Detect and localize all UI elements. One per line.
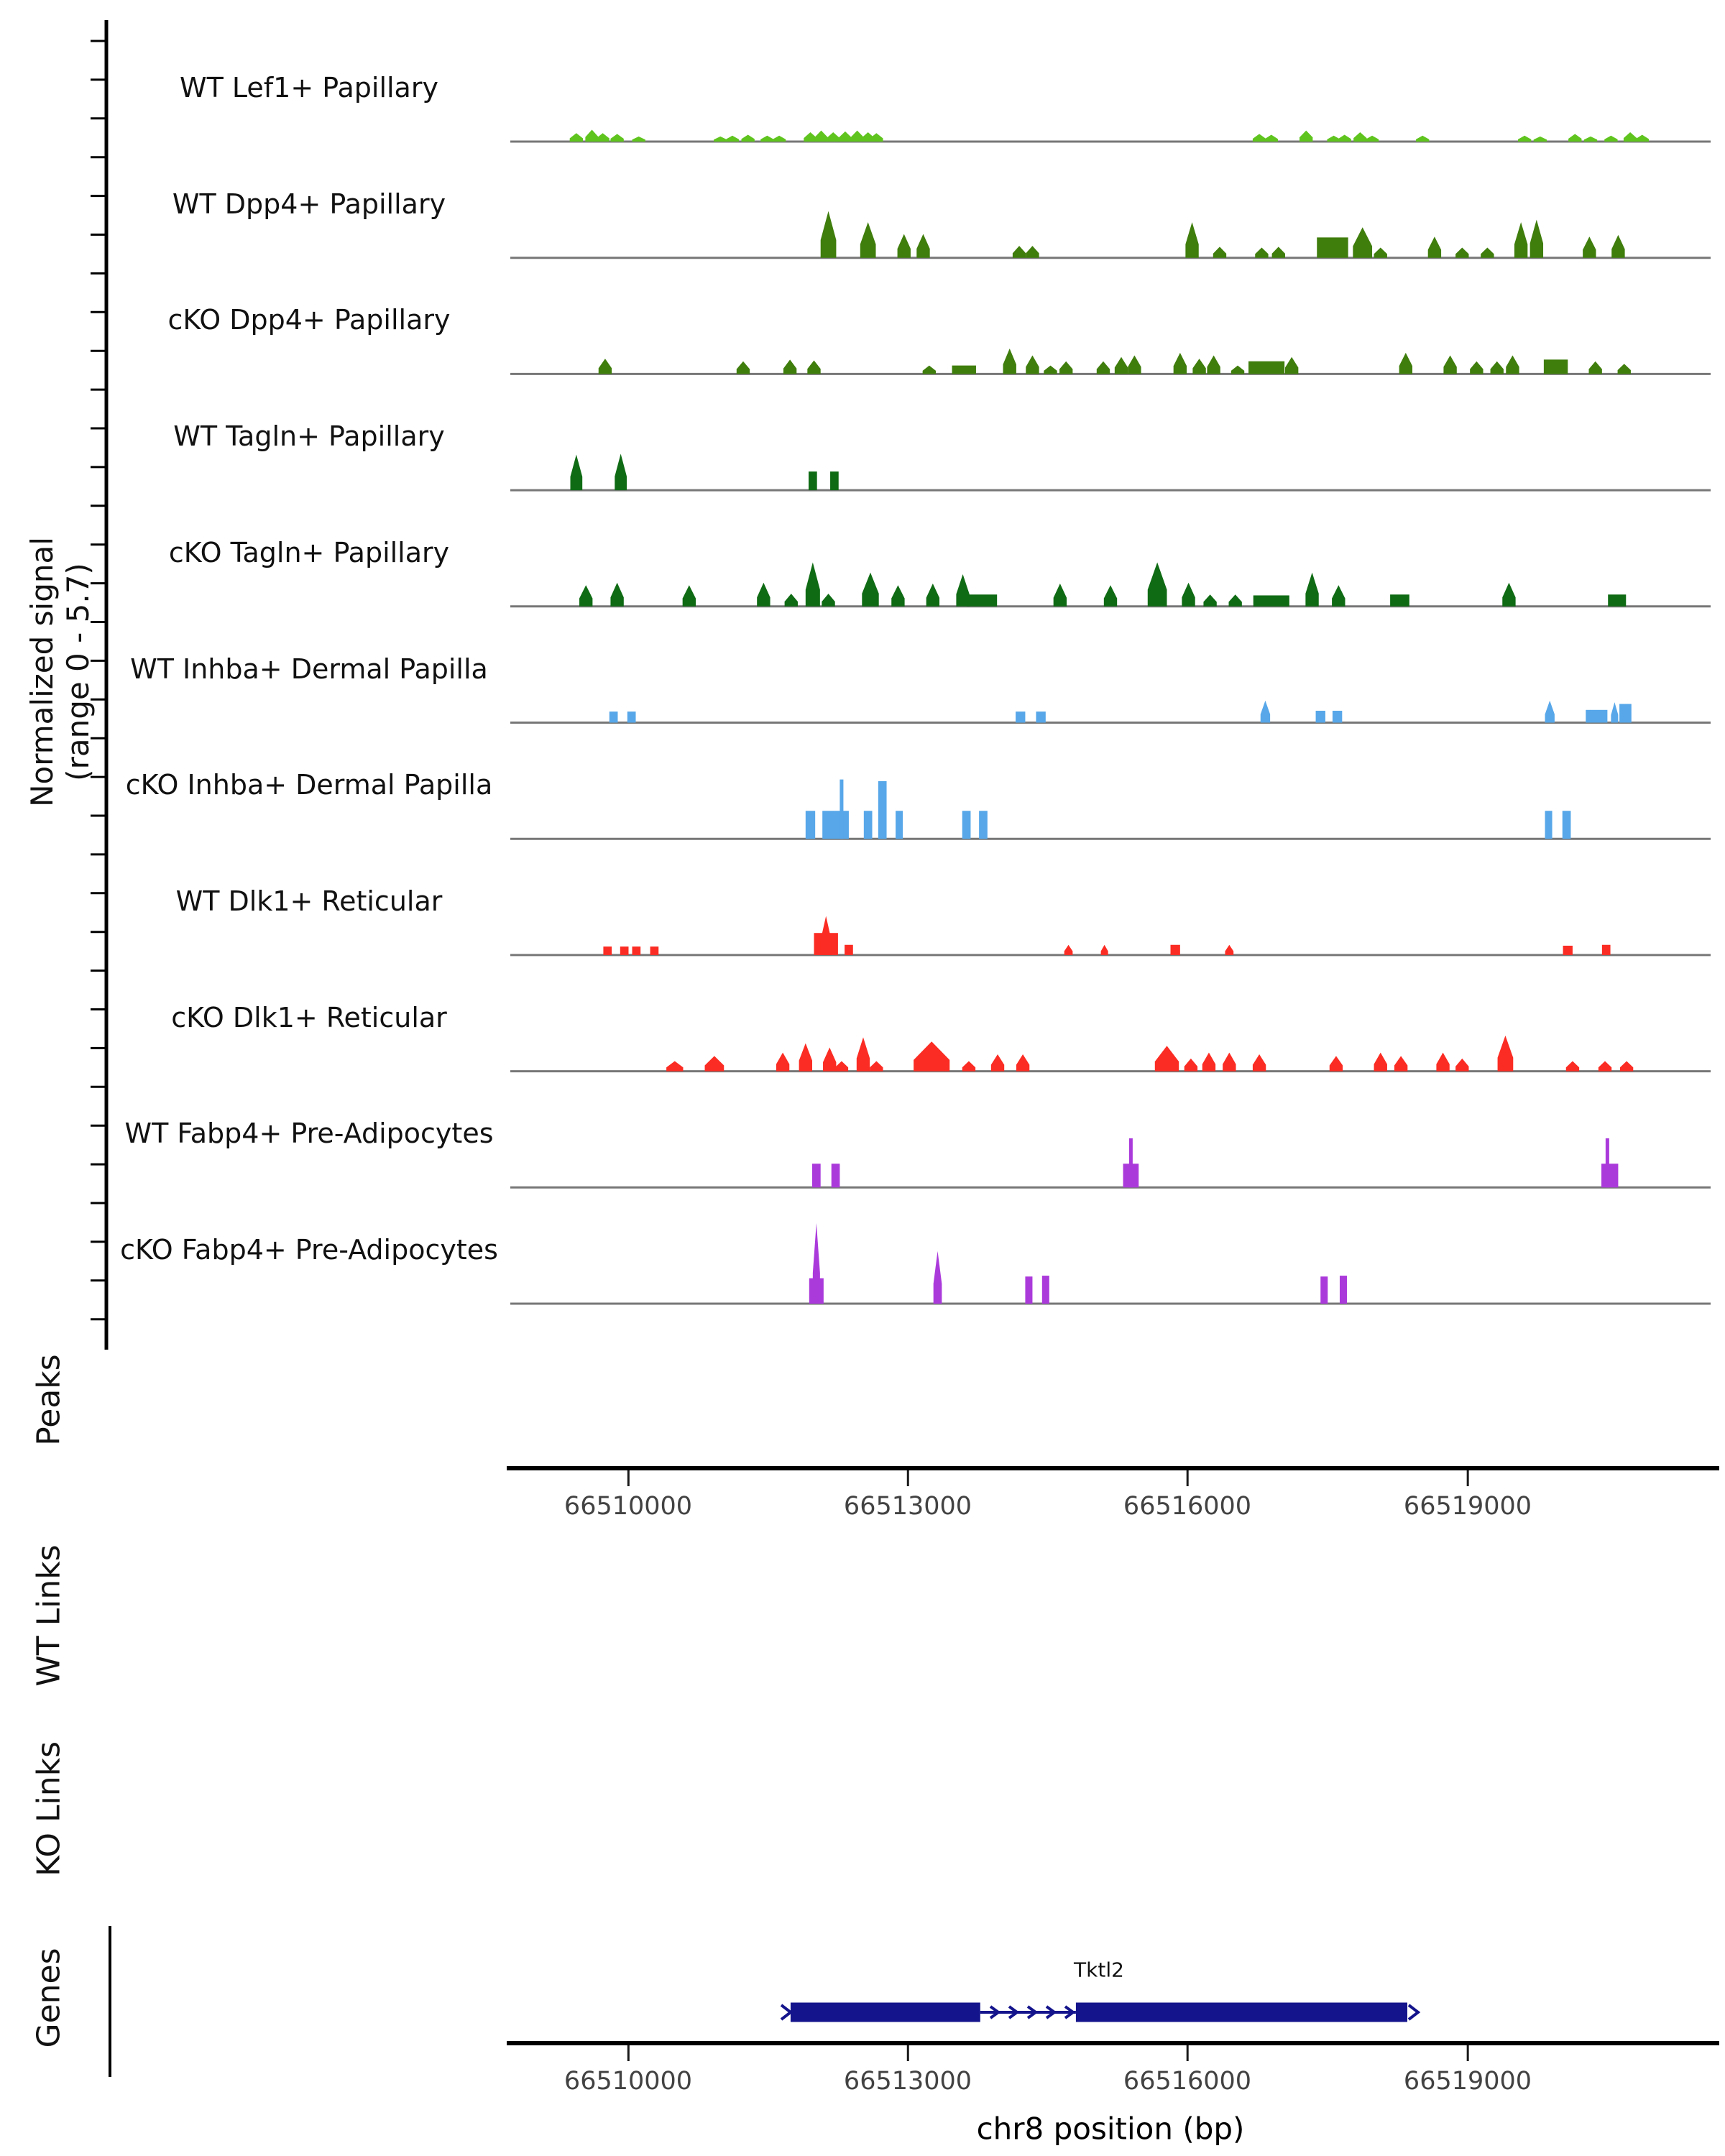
- signal-peak: [952, 366, 976, 374]
- signal-peak: [1566, 1061, 1579, 1071]
- signal-peak: [1428, 236, 1441, 258]
- signal-peak: [1025, 1276, 1032, 1304]
- signal-peak: [1455, 248, 1468, 258]
- signal-peak: [1416, 136, 1429, 142]
- track-label-wt-dpp4: WT Dpp4+ Papillary: [172, 188, 446, 220]
- signal-peak: [783, 359, 796, 374]
- signal-peak: [862, 573, 878, 607]
- track-label-cko-dpp4: cKO Dpp4+ Papillary: [167, 304, 451, 336]
- x-tick-label: 66513000: [843, 1492, 972, 1521]
- signal-peak: [898, 234, 911, 258]
- signal-peak: [1545, 701, 1555, 723]
- gene-exon: [791, 2003, 980, 2022]
- signal-peak: [1101, 945, 1108, 955]
- signal-peak: [705, 1056, 724, 1071]
- signal-peak: [1044, 366, 1057, 374]
- signal-peak: [812, 1164, 821, 1187]
- signal-peak: [1514, 222, 1527, 258]
- signal-peak: [1171, 945, 1180, 955]
- signal-peak: [896, 811, 903, 839]
- signal-peak: [814, 131, 827, 142]
- signal-peak: [1265, 135, 1278, 142]
- signal-peak: [1608, 594, 1626, 607]
- signal-peak: [916, 234, 929, 258]
- signal-peak: [1563, 811, 1571, 839]
- section-label-genes: Genes: [30, 1948, 68, 2048]
- signal-peak: [891, 585, 904, 607]
- signal-peak: [1394, 1056, 1407, 1071]
- signal-peak: [934, 1251, 942, 1304]
- signal-peak: [1148, 562, 1167, 606]
- signal-peak: [1604, 136, 1617, 142]
- signal-peak: [806, 811, 815, 839]
- x-tick-label: 66510000: [564, 2067, 693, 2096]
- signal-peak: [809, 471, 817, 490]
- signal-peak: [821, 916, 832, 955]
- signal-peak: [799, 1044, 812, 1072]
- x-tick-label: 66516000: [1123, 1492, 1252, 1521]
- signal-peak: [1353, 227, 1372, 257]
- track-label-wt-dlk1: WT Dlk1+ Reticular: [175, 885, 443, 917]
- signal-peak: [1606, 1138, 1609, 1187]
- signal-peak: [1374, 1053, 1387, 1072]
- y-axis-label-line1: Normalized signal: [24, 537, 60, 807]
- signal-peak: [1003, 349, 1016, 374]
- signal-peak: [603, 946, 612, 955]
- signal-peak: [1064, 945, 1073, 955]
- signal-peak: [839, 132, 852, 142]
- x-tick-label: 66516000: [1123, 2067, 1252, 2096]
- signal-peak: [1544, 359, 1568, 374]
- signal-peak: [806, 562, 820, 606]
- signal-peak: [962, 811, 971, 839]
- signal-peak: [1285, 357, 1298, 374]
- signal-peak: [1518, 136, 1531, 142]
- signal-peak: [1316, 711, 1325, 723]
- signal-peak: [1568, 134, 1581, 142]
- signal-peak: [1338, 135, 1351, 142]
- signal-peak: [1026, 246, 1039, 258]
- signal-peak: [1255, 248, 1268, 258]
- signal-peak: [1223, 1053, 1236, 1072]
- signal-peak: [1374, 248, 1387, 258]
- signal-peak: [1013, 246, 1026, 258]
- signal-peak: [1506, 355, 1519, 374]
- signal-peak: [979, 811, 988, 839]
- signal-peak: [627, 711, 636, 722]
- signal-peak: [1182, 583, 1195, 607]
- signal-peak: [830, 471, 839, 490]
- signal-peak: [610, 711, 618, 722]
- x-tick-label: 66519000: [1403, 1492, 1532, 1521]
- signal-peak: [1254, 595, 1289, 606]
- signal-peak: [1207, 355, 1220, 374]
- signal-peak: [1042, 1276, 1049, 1304]
- signal-peak: [1026, 355, 1039, 374]
- signal-peak: [1443, 355, 1456, 374]
- signal-peak: [1104, 585, 1117, 607]
- track-label-cko-inhba: cKO Inhba+ Dermal Papilla: [125, 769, 493, 801]
- signal-peak: [914, 1041, 949, 1071]
- signal-peak: [1340, 1276, 1347, 1304]
- signal-peak: [620, 946, 629, 955]
- signal-peak: [1584, 137, 1597, 142]
- gene-name-label: Tktl2: [1074, 1958, 1124, 1982]
- x-tick-label: 66519000: [1403, 2067, 1532, 2096]
- signal-peak: [860, 222, 876, 258]
- signal-peak: [1498, 1036, 1514, 1072]
- track-label-cko-fabp4: cKO Fabp4+ Pre-Adipocytes: [120, 1234, 498, 1266]
- signal-peak: [1317, 237, 1348, 257]
- signal-peak: [773, 136, 786, 142]
- signal-peak: [1333, 711, 1342, 723]
- signal-peak: [1502, 583, 1515, 607]
- signal-peak: [1366, 136, 1379, 142]
- gene-strand-arrow: [781, 2005, 791, 2019]
- section-label-wt-links: WT Links: [30, 1544, 68, 1687]
- signal-peak: [832, 1164, 840, 1187]
- track-label-wt-tagln: WT Tagln+ Papillary: [173, 420, 445, 452]
- signal-peak: [1253, 134, 1266, 142]
- signal-peak: [1602, 945, 1611, 955]
- signal-peak: [579, 585, 592, 607]
- signal-peak: [632, 137, 645, 142]
- gene-strand-arrow: [1409, 2005, 1418, 2019]
- signal-peak: [1330, 1056, 1343, 1071]
- signal-peak: [822, 811, 849, 839]
- signal-peak: [926, 584, 939, 607]
- signal-peak: [857, 1037, 870, 1071]
- signal-peak: [737, 361, 750, 374]
- signal-peak: [571, 455, 583, 491]
- signal-peak: [599, 359, 612, 374]
- signal-peak: [570, 133, 583, 142]
- signal-peak: [1588, 361, 1601, 374]
- signal-peak: [1436, 1053, 1449, 1072]
- signal-peak: [1261, 701, 1270, 723]
- signal-peak: [610, 134, 623, 142]
- signal-peak: [1300, 131, 1312, 142]
- signal-peak: [845, 945, 853, 955]
- signal-peak: [1155, 1046, 1179, 1071]
- signal-peak: [864, 811, 873, 839]
- track-label-wt-fabp4: WT Fabp4+ Pre-Adipocytes: [124, 1118, 494, 1149]
- gene-exon: [1076, 2003, 1407, 2022]
- signal-peak: [1563, 946, 1573, 955]
- track-label-wt-lef1: WT Lef1+ Papillary: [180, 72, 438, 103]
- signal-peak: [1618, 364, 1631, 374]
- signal-peak: [1128, 355, 1141, 374]
- signal-peak: [1583, 236, 1596, 258]
- signal-peak: [1016, 711, 1025, 722]
- x-tick-label: 66510000: [564, 1492, 693, 1521]
- signal-peak: [1231, 366, 1244, 374]
- signal-peak: [1185, 222, 1198, 258]
- signal-peak: [1470, 361, 1483, 374]
- signal-peak: [610, 583, 623, 607]
- signal-peak: [1174, 353, 1187, 374]
- signal-peak: [741, 135, 754, 142]
- signal-peak: [822, 594, 834, 607]
- signal-peak: [666, 1061, 683, 1071]
- signal-peak: [1481, 248, 1494, 258]
- signal-peak: [776, 1053, 789, 1072]
- signal-peak: [813, 1223, 820, 1304]
- signal-peak: [840, 780, 843, 839]
- signal-peak: [1619, 704, 1632, 723]
- signal-peak: [1534, 137, 1547, 142]
- signal-peak: [967, 594, 997, 607]
- signal-peak: [1611, 702, 1618, 722]
- signal-peak: [1016, 1054, 1029, 1072]
- signal-peak: [1184, 1059, 1197, 1072]
- signal-peak: [1305, 573, 1318, 607]
- signal-peak: [1248, 361, 1284, 374]
- signal-peak: [1320, 1276, 1328, 1304]
- signal-peak: [1390, 594, 1409, 607]
- signal-peak: [1455, 1059, 1468, 1072]
- signal-peak: [1399, 353, 1412, 374]
- section-label-peaks: Peaks: [30, 1354, 68, 1446]
- signal-peak: [1272, 247, 1285, 257]
- signal-peak: [827, 132, 840, 142]
- signal-peak: [1636, 135, 1649, 142]
- signal-peak: [1228, 594, 1241, 607]
- signal-peak: [870, 133, 883, 142]
- signal-peak: [650, 946, 659, 955]
- signal-peak: [923, 366, 936, 374]
- signal-peak: [1054, 584, 1067, 607]
- track-label-cko-tagln: cKO Tagln+ Papillary: [168, 537, 450, 568]
- signal-peak: [1332, 585, 1345, 607]
- signal-peak: [807, 361, 820, 374]
- signal-peak: [1202, 1053, 1215, 1072]
- signal-peak: [785, 594, 798, 607]
- signal-peak: [1598, 1061, 1611, 1071]
- signal-peak: [835, 1061, 848, 1071]
- signal-peak: [1059, 361, 1072, 374]
- signal-peak: [1097, 361, 1110, 374]
- y-axis-label: [24, 537, 96, 807]
- signal-peak: [1530, 220, 1543, 258]
- signal-peak: [1601, 1164, 1618, 1187]
- y-axis-label-line2: (range 0 - 5.7): [60, 563, 96, 781]
- signal-peak: [1213, 247, 1226, 257]
- signal-peak: [962, 1061, 975, 1071]
- signal-peak: [1253, 1054, 1266, 1072]
- track-label-cko-dlk1: cKO Dlk1+ Reticular: [171, 1002, 447, 1033]
- signal-peak: [991, 1054, 1004, 1072]
- signal-peak: [1491, 361, 1504, 374]
- signal-peak: [1586, 710, 1607, 723]
- signal-peak: [760, 136, 773, 142]
- x-axis-title: chr8 position (bp): [976, 2111, 1245, 2147]
- signal-peak: [823, 1048, 836, 1072]
- signal-peak: [1203, 594, 1216, 607]
- signal-peak: [1620, 1061, 1633, 1071]
- signal-peak: [726, 136, 739, 142]
- signal-peak: [757, 583, 770, 607]
- signal-peak: [1036, 711, 1045, 722]
- signal-peak: [1129, 1138, 1133, 1187]
- signal-peak: [714, 137, 727, 142]
- signal-peak: [870, 1061, 883, 1071]
- signal-peak: [615, 453, 627, 490]
- signal-peak: [1545, 811, 1552, 839]
- signal-peak: [1192, 359, 1205, 374]
- signal-peak: [1611, 235, 1624, 258]
- signal-peak: [1624, 132, 1637, 142]
- signal-peak: [683, 585, 696, 607]
- signal-peak: [821, 211, 837, 258]
- signal-peak: [1115, 357, 1128, 374]
- signal-peak: [1225, 945, 1233, 955]
- signal-peak: [596, 133, 609, 142]
- section-label-ko-links: KO Links: [30, 1741, 68, 1877]
- x-tick-label: 66513000: [843, 2067, 972, 2096]
- signal-peak: [1353, 132, 1366, 142]
- signal-peak: [632, 946, 641, 955]
- signal-peak: [878, 781, 887, 839]
- track-label-wt-inhba: WT Inhba+ Dermal Papilla: [130, 653, 488, 685]
